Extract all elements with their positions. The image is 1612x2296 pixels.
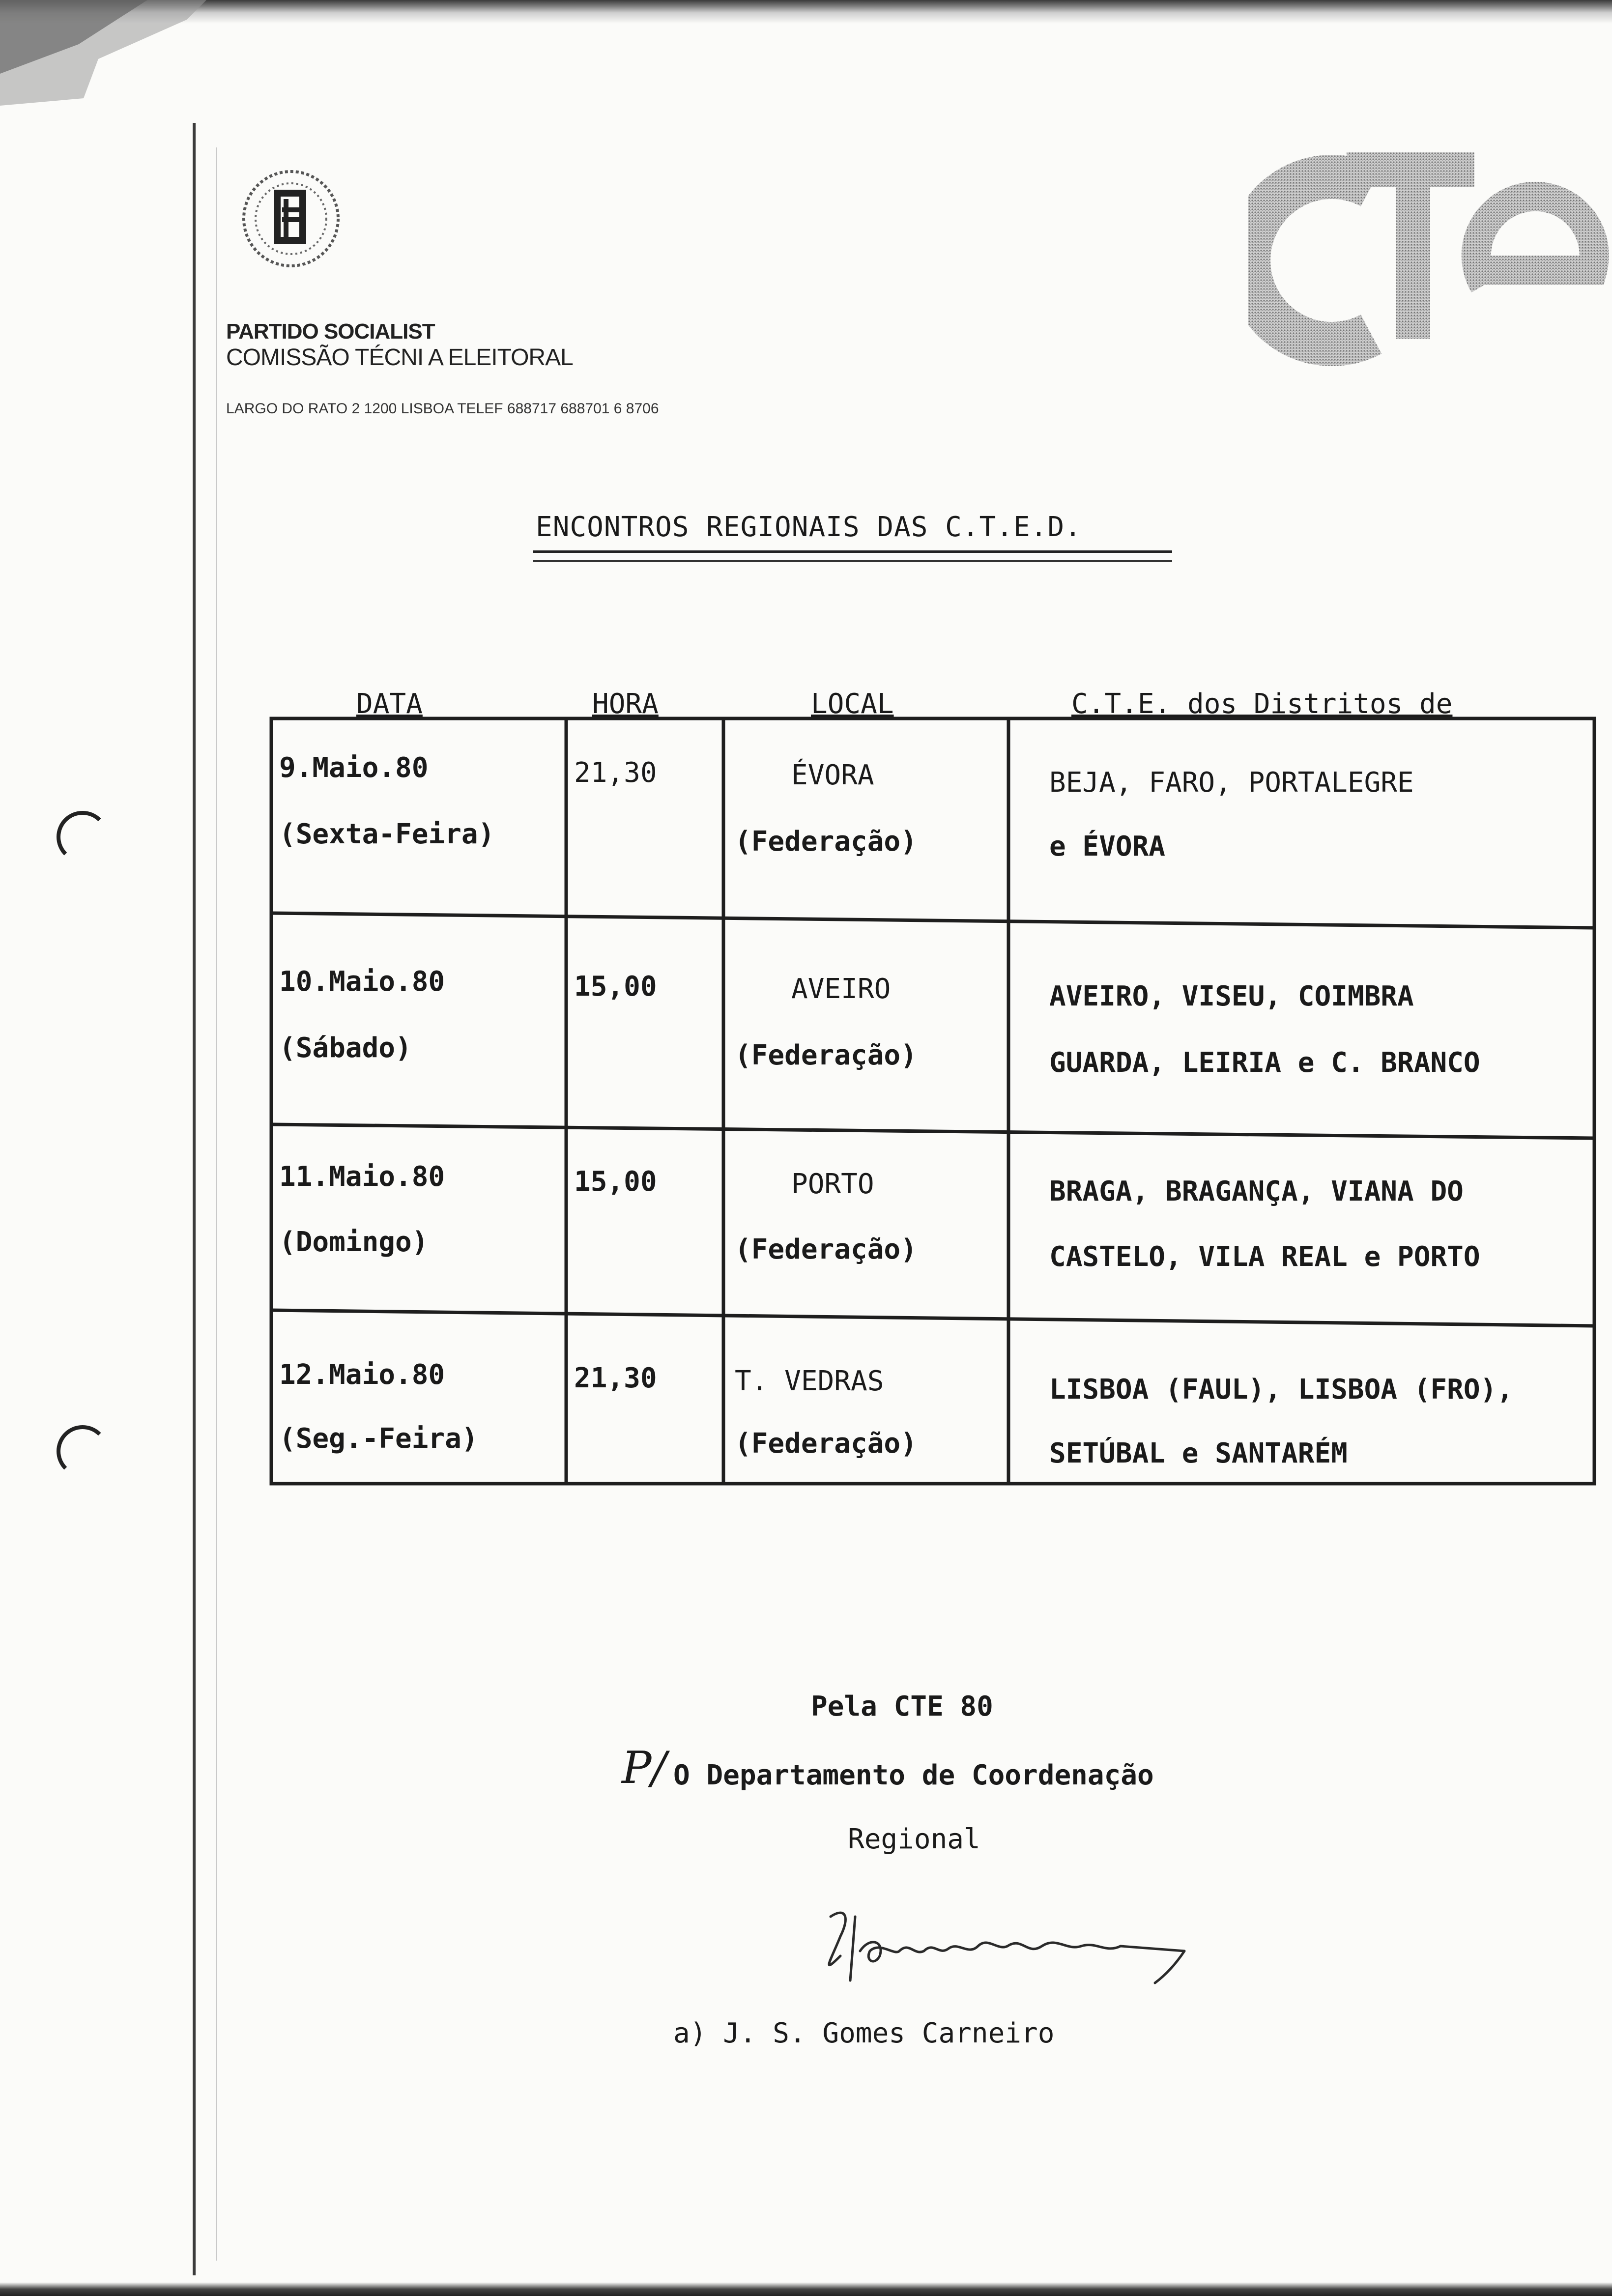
row-4-place: T. VEDRAS <box>735 1365 884 1397</box>
row-3-date: 11.Maio.80 <box>279 1161 445 1193</box>
column-header-districts: C.T.E. dos Distritos de <box>1071 688 1453 720</box>
cte-logo-icon <box>1248 123 1612 378</box>
row-2-weekday: (Sábado) <box>279 1032 412 1064</box>
row-2-districts-line2: GUARDA, LEIRIA e C. BRANCO <box>1049 1047 1480 1079</box>
row-2-place-note: (Federação) <box>735 1039 917 1071</box>
ps-fist-logo-icon <box>237 165 345 273</box>
row-4-districts-line1: LISBOA (FAUL), LISBOA (FRO), <box>1049 1374 1514 1406</box>
row-4-districts-line2: SETÚBAL e SANTARÉM <box>1049 1437 1348 1469</box>
punch-hole-mark <box>57 811 109 863</box>
closing-line-3: Regional <box>848 1823 980 1855</box>
row-3-districts-line2: CASTELO, VILA REAL e PORTO <box>1049 1241 1480 1273</box>
scan-top-edge <box>0 0 1612 24</box>
signatory-name: a) J. S. Gomes Carneiro <box>673 2017 1055 2049</box>
row-2-districts-line1: AVEIRO, VISEU, COIMBRA <box>1049 980 1414 1012</box>
margin-rule-faint <box>216 147 217 2261</box>
row-2-place: AVEIRO <box>791 973 891 1005</box>
org-subtitle: COMISSÃO TÉCNI A ELEITORAL <box>226 344 573 371</box>
org-address: LARGO DO RATO 2 1200 LISBOA TELEF 688717 688701 6 8706 <box>226 401 659 417</box>
row-1-districts-line2: e ÉVORA <box>1049 831 1166 862</box>
row-1-place-note: (Federação) <box>735 826 917 858</box>
row-3-time: 15,00 <box>574 1166 657 1198</box>
punch-hole-mark <box>57 1425 109 1477</box>
org-name: PARTIDO SOCIALIST <box>226 319 435 344</box>
per-procurationem-mark: P/ <box>622 1742 666 1794</box>
row-4-place-note: (Federação) <box>735 1428 917 1460</box>
row-1-time: 21,30 <box>574 757 657 789</box>
closing-line-1: Pela CTE 80 <box>811 1691 993 1722</box>
row-1-weekday: (Sexta-Feira) <box>279 818 495 850</box>
row-4-weekday: (Seg.-Feira) <box>279 1423 478 1455</box>
scan-bottom-edge <box>0 2282 1612 2296</box>
row-4-time: 21,30 <box>574 1362 657 1394</box>
margin-rule <box>193 123 196 2275</box>
row-1-place: ÉVORA <box>791 759 874 791</box>
column-header-place: LOCAL <box>811 688 894 720</box>
title-underline-second <box>533 560 1172 562</box>
row-2-time: 15,00 <box>574 971 657 1003</box>
scan-corner-smudge <box>0 0 206 108</box>
row-1-districts-line1: BEJA, FARO, PORTALEGRE <box>1049 767 1414 799</box>
title-underline <box>533 550 1172 553</box>
handwritten-signature <box>811 1897 1204 1995</box>
closing-line-2: O Departamento de Coordenação <box>673 1759 1154 1791</box>
row-3-place: PORTO <box>791 1168 874 1200</box>
column-header-time: HORA <box>592 688 659 720</box>
row-1-date: 9.Maio.80 <box>279 752 429 784</box>
row-2-date: 10.Maio.80 <box>279 966 445 998</box>
row-3-districts-line1: BRAGA, BRAGANÇA, VIANA DO <box>1049 1176 1464 1207</box>
document-title: ENCONTROS REGIONAIS DAS C.T.E.D. <box>536 511 1082 543</box>
row-3-place-note: (Federação) <box>735 1234 917 1265</box>
column-header-date: DATA <box>356 688 423 720</box>
row-3-weekday: (Domingo) <box>279 1226 429 1258</box>
row-4-date: 12.Maio.80 <box>279 1359 445 1391</box>
